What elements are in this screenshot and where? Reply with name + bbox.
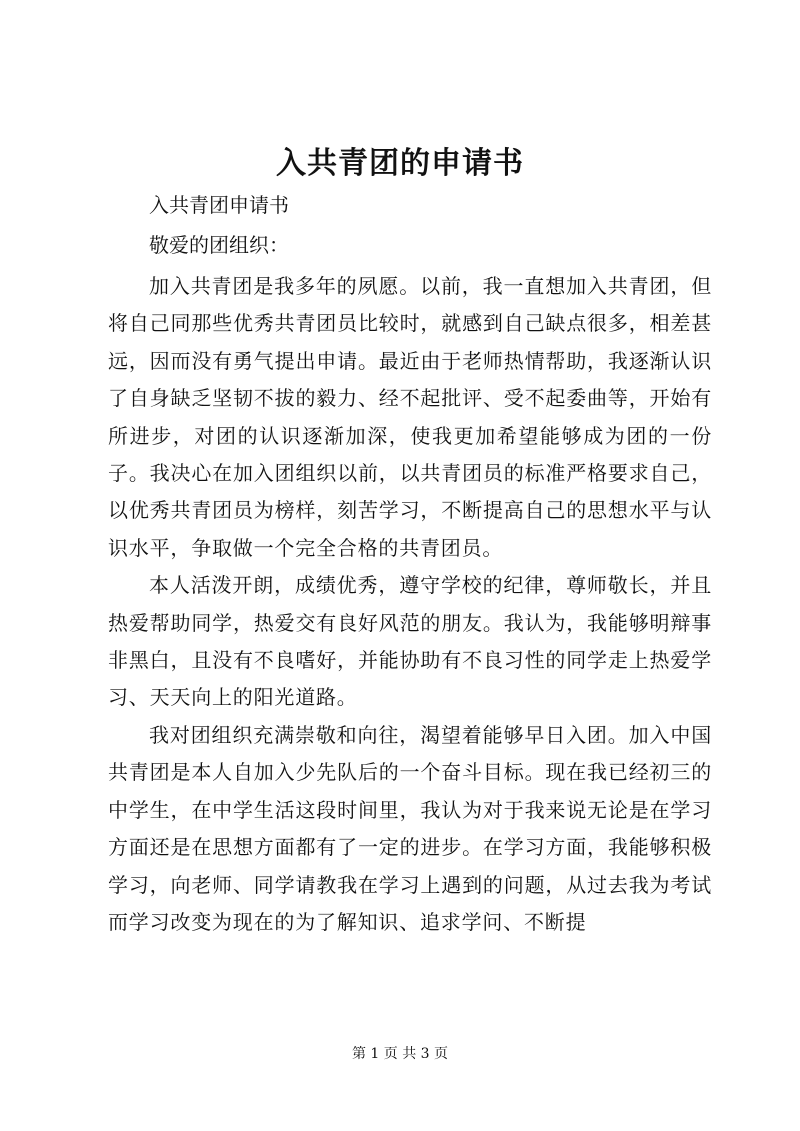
page-number-footer: 第 1 页 共 3 页 — [351, 1046, 449, 1062]
body-text — [108, 268, 712, 941]
document-subtitle: 入共青团申请书 — [149, 193, 289, 217]
salutation: 敬爱的团组织： — [149, 233, 289, 257]
paragraph-1: 加入共青团是我多年的夙愿。以前，我一直想加入共青团，但将自己同那些优秀共青团员比较时，就感到自己缺点很多，相差甚远，因而没有勇气提出申请。最近由于老师热情帮助，我逐渐认识了自身缺乏坚韧不拔的毅力、经不起批评、受不起委曲等，开始有所进步，对团的认识逐渐加深，使我更加希望能够成为团的一份子。我决心在加入团组织以前，以共青团员的标准严格要求自己，以优秀共青团员为榜样，刻苦学习，不断提高自己的思想水平与认识水平，争取做一个完全合格的共青团员。 — [108, 274, 712, 560]
paragraph-2: 本人活泼开朗，成绩优秀，遵守学校的纪律，尊师敬长，并且热爱帮助同学，热爱交有良好风范的朋友。我认为，我能够明辩事非黑白，且没有不良嗜好，并能协助有不良习性的同学走上热爱学习、天天向上的阳光道路。 — [108, 573, 712, 710]
page-title: 入共青团的申请书 — [276, 146, 524, 181]
paragraph-3: 我对团组织充满崇敬和向往，渴望着能够早日入团。加入中国共青团是本人自加入少先队后的一个奋斗目标。现在我已经初三的中学生，在中学生活这段时间里，我认为对于我来说无论是在学习方面还是在思想方面都有了一定的进步。在学习方面，我能够积极学习，向老师、同学请教我在学习上遇到的问题，从过去我为考试而学习改变为现在的为了解知识、追求学问、不断提 — [108, 722, 712, 934]
